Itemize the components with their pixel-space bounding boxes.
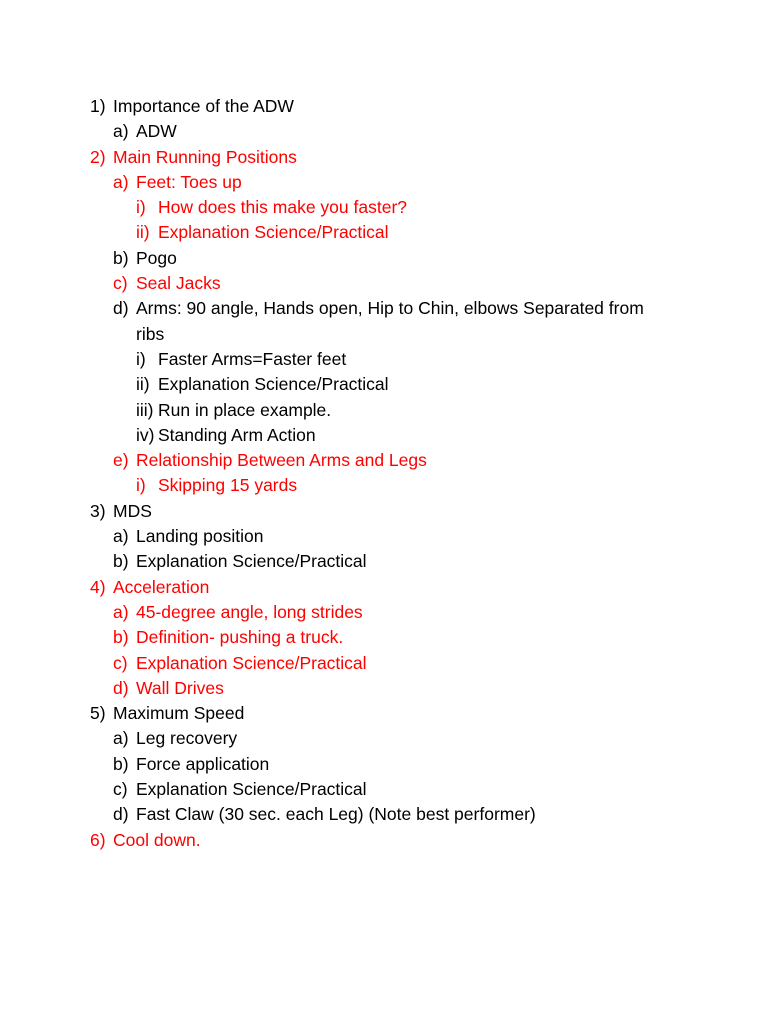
outline-item-marker: a) (113, 728, 129, 749)
outline-item (0, 752, 768, 777)
outline-item (0, 423, 768, 448)
outline-item (0, 777, 768, 802)
outline-item-text: Explanation Science/Practical (136, 652, 367, 673)
outline-item-marker: i) (136, 348, 146, 369)
outline-item-marker: ii) (136, 222, 150, 243)
outline-item-text: Leg recovery (136, 728, 238, 749)
outline-item-marker: ii) (136, 374, 150, 395)
outline-item (0, 473, 768, 498)
outline-item-marker: b) (113, 627, 129, 648)
outline-item (0, 600, 768, 625)
outline-item-text: Acceleration (113, 576, 210, 597)
outline-item-text: Faster Arms=Faster feet (158, 348, 347, 369)
outline-item-marker: a) (113, 171, 129, 192)
outline-item-text: Relationship Between Arms and Legs (136, 450, 427, 471)
outline-item (0, 802, 768, 827)
outline-item (0, 94, 768, 119)
outline-item (0, 220, 768, 245)
outline-item (0, 828, 768, 853)
outline-item-marker: d) (113, 298, 129, 319)
outline-item (0, 676, 768, 701)
outline-item (0, 296, 768, 347)
outline-item-text: Main Running Positions (113, 146, 297, 167)
outline-item-text: Seal Jacks (136, 273, 221, 294)
outline-item-marker: 4) (90, 576, 106, 597)
outline-item (0, 119, 768, 144)
outline-item-marker: iv) (136, 424, 155, 445)
outline-item (0, 499, 768, 524)
outline-item-text: Explanation Science/Practical (158, 374, 389, 395)
outline-item-text: Feet: Toes up (136, 171, 242, 192)
outline-item (0, 347, 768, 372)
outline-item-text: Explanation Science/Practical (158, 222, 389, 243)
outline-item (0, 170, 768, 195)
outline-item (0, 145, 768, 170)
outline-item-text: Fast Claw (30 sec. each Leg) (Note best performer) (136, 804, 536, 825)
outline-item (0, 246, 768, 271)
outline-item-text: Importance of the ADW (113, 96, 294, 116)
outline-item-text: Standing Arm Action (158, 424, 316, 445)
outline-item (0, 372, 768, 397)
outline-item-marker: a) (113, 121, 129, 142)
outline-item-text: Maximum Speed (113, 703, 245, 724)
outline-item-text: How does this make you faster? (158, 197, 408, 218)
outline-item (0, 575, 768, 600)
outline-item-marker: b) (113, 247, 129, 268)
outline-item-text: Arms: 90 angle, Hands open, Hip to Chin, elbows Separated from ribs (136, 298, 644, 344)
outline-item-marker: a) (113, 601, 129, 622)
outline-item-marker: b) (113, 551, 129, 572)
outline-item-marker: 3) (90, 500, 106, 521)
outline-item-text: Definition- pushing a truck. (136, 627, 344, 648)
outline-item-text: Force application (136, 753, 270, 774)
outline-item-marker: 5) (90, 703, 106, 724)
outline-item-text: Run in place example. (158, 399, 332, 420)
outline-item (0, 195, 768, 220)
outline-item-marker: d) (113, 677, 129, 698)
outline-item (0, 651, 768, 676)
outline-item-marker: d) (113, 804, 129, 825)
outline-item-marker: i) (136, 475, 146, 496)
outline-item-text: Explanation Science/Practical (136, 779, 367, 800)
outline-item-marker: c) (113, 779, 128, 800)
outline-item-text: Skipping 15 yards (158, 475, 298, 496)
outline-item-text: Landing position (136, 526, 264, 547)
outline-item (0, 398, 768, 423)
outline-item (0, 549, 768, 574)
outline-item-marker: c) (113, 652, 128, 673)
outline-item (0, 524, 768, 549)
outline-item-marker: c) (113, 273, 128, 294)
outline-item-marker: 1) (90, 96, 106, 116)
outline-item-marker: 2) (90, 146, 106, 167)
outline-item (0, 448, 768, 473)
outline-item-text: ADW (136, 121, 177, 142)
outline-item-text: Cool down. (113, 829, 201, 850)
outline-item-text: Explanation Science/Practical (136, 551, 367, 572)
outline-item-marker: e) (113, 450, 129, 471)
outline-item (0, 271, 768, 296)
outline-list (0, 94, 768, 853)
outline-item (0, 701, 768, 726)
outline-item-text: Pogo (136, 247, 177, 268)
outline-item-marker: b) (113, 753, 129, 774)
outline-item-text: MDS (113, 500, 152, 521)
outline-item (0, 726, 768, 751)
outline-item-text: 45-degree angle, long strides (136, 601, 363, 622)
outline-item-text: Wall Drives (136, 677, 224, 698)
outline-item (0, 625, 768, 650)
outline-item-marker: i) (136, 197, 146, 218)
outline-item-marker: a) (113, 526, 129, 547)
outline-item-marker: iii) (136, 399, 154, 420)
outline-item-marker: 6) (90, 829, 106, 850)
